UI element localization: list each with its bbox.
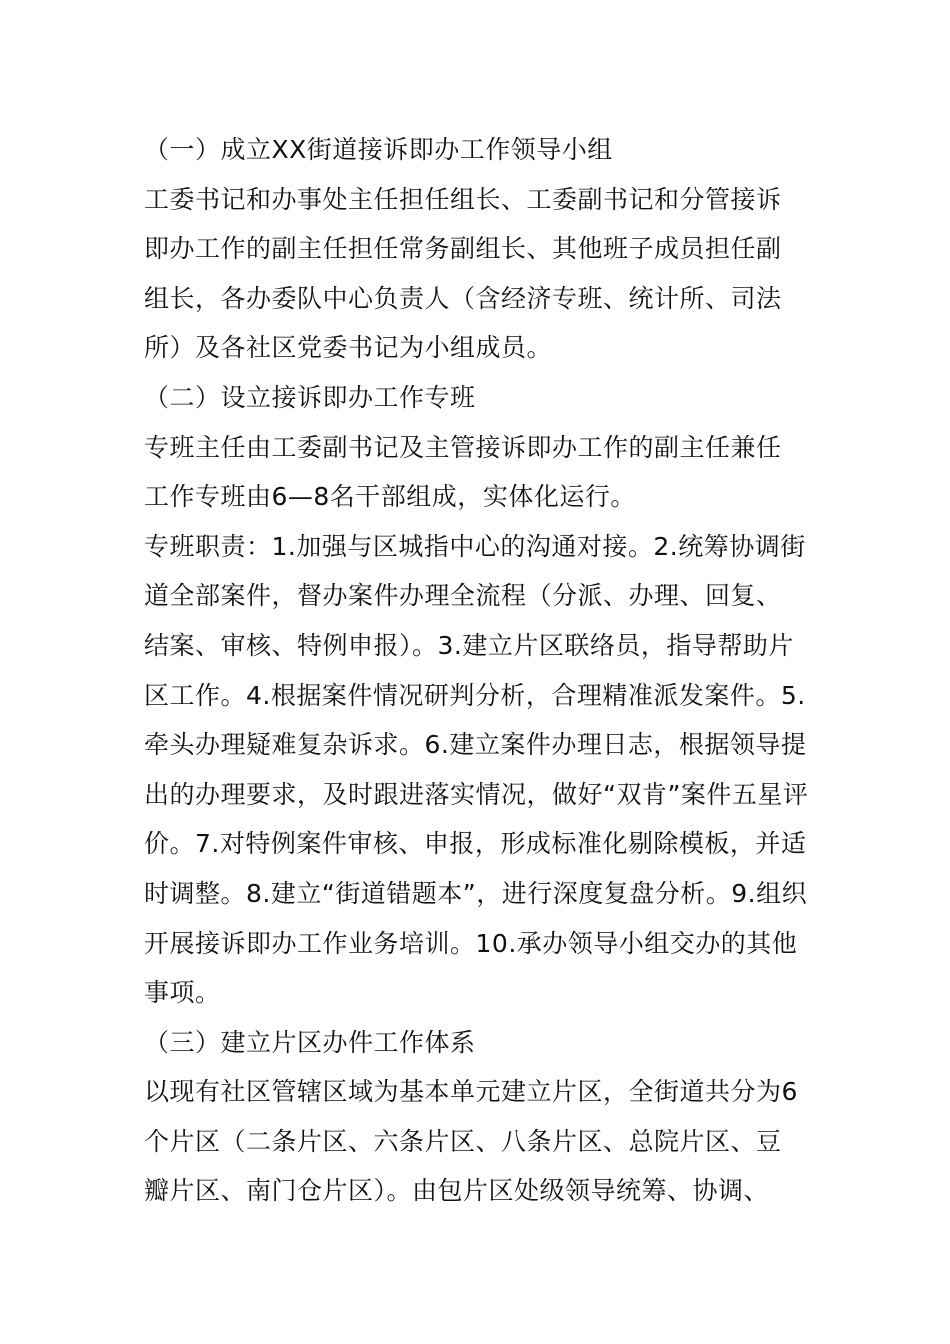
section-heading-2: （二）设立接诉即办工作专班 <box>144 382 476 412</box>
paragraph-line: 事项。 <box>144 978 221 1008</box>
paragraph-line: 价。7.对特例案件审核、申报，形成标准化剔除模板，并适 <box>144 829 807 859</box>
paragraph-line: 瓣片区、南门仓片区）。由包片区处级领导统筹、协调、 <box>144 1176 770 1206</box>
paragraph-line: 组长，各办委队中心负责人（含经济专班、统计所、司法 <box>144 283 782 313</box>
paragraph-line: 道全部案件，督办案件办理全流程（分派、办理、回复、 <box>144 581 782 611</box>
paragraph-line: 以现有社区管辖区域为基本单元建立片区，全街道共分为6 <box>144 1077 798 1107</box>
paragraph-line: 所）及各社区党委书记为小组成员。 <box>144 333 553 363</box>
section-heading-3: （三）建立片区办件工作体系 <box>144 1027 476 1057</box>
paragraph-line: 工作专班由6—8名干部组成，实体化运行。 <box>144 482 636 512</box>
paragraph-line: 即办工作的副主任担任常务副组长、其他班子成员担任副 <box>144 234 782 264</box>
paragraph-line: 个片区（二条片区、六条片区、八条片区、总院片区、豆 <box>144 1126 782 1156</box>
document-body <box>144 125 809 1216</box>
paragraph-line: 专班主任由工委副书记及主管接诉即办工作的副主任兼任 <box>144 432 782 462</box>
paragraph-line: 工委书记和办事处主任担任组长、工委副书记和分管接诉 <box>144 184 782 214</box>
paragraph-line: 结案、审核、特例申报）。3.建立片区联络员，指导帮助片 <box>144 630 794 660</box>
paragraph-line: 专班职责：1.加强与区城指中心的沟通对接。2.统筹协调街 <box>144 531 806 561</box>
paragraph-line: 时调整。8.建立“街道错题本”，进行深度复盘分析。9.组织 <box>144 878 808 908</box>
section-heading-1: （一）成立XX街道接诉即办工作领导小组 <box>144 135 613 164</box>
paragraph-line: 开展接诉即办工作业务培训。10.承办领导小组交办的其他 <box>144 928 798 958</box>
paragraph-line: 出的办理要求，及时跟进落实情况，做好“双肯”案件五星评 <box>144 779 809 809</box>
paragraph-line: 区工作。4.根据案件情况研判分析，合理精准派发案件。5. <box>144 680 806 710</box>
paragraph-line: 牵头办理疑难复杂诉求。6.建立案件办理日志，根据领导提 <box>144 730 807 760</box>
